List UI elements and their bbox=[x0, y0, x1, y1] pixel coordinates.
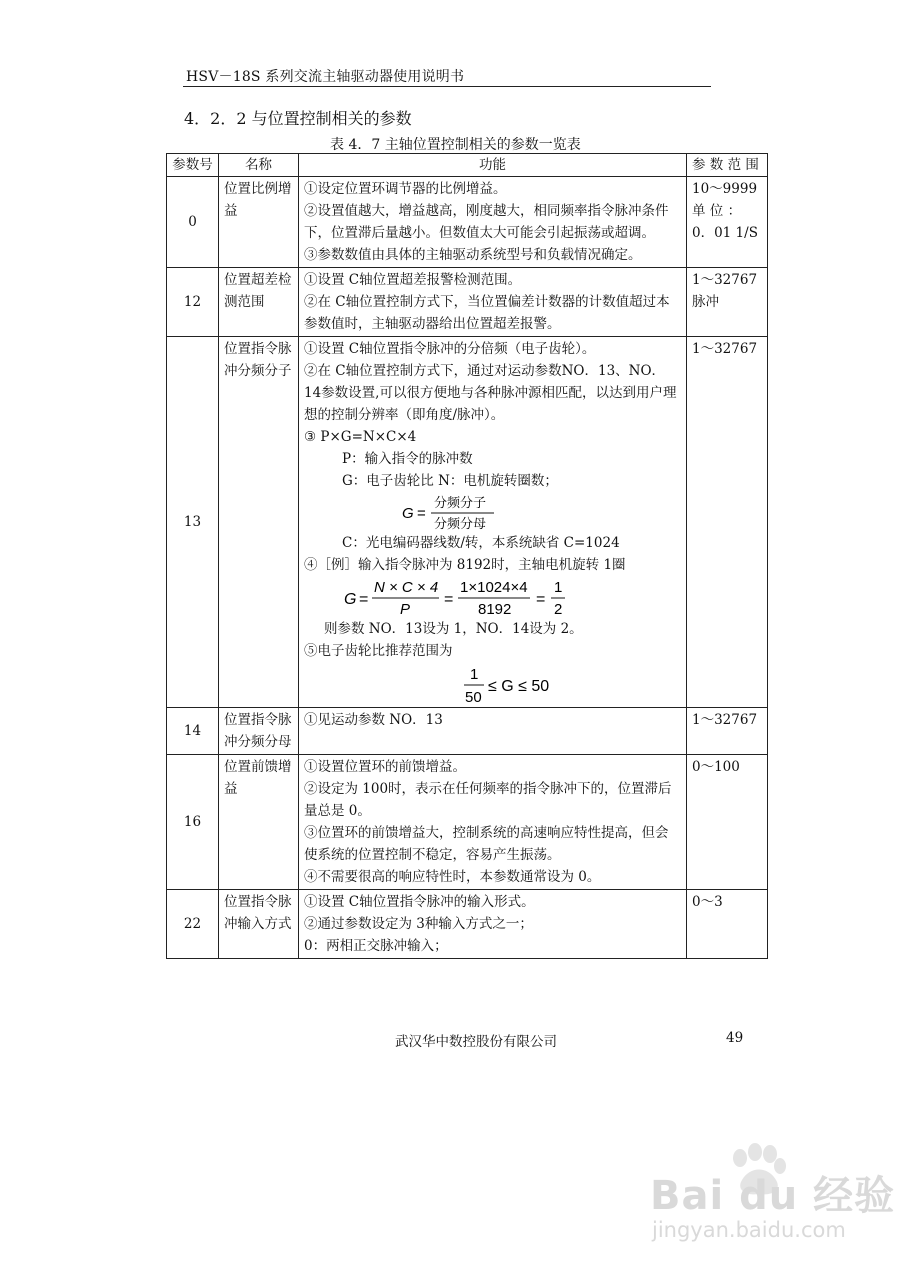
param-range bbox=[687, 890, 768, 959]
table-caption: 表 4．7 主轴位置控制相关的参数一览表 bbox=[330, 137, 581, 153]
formula-text: 分频分母 bbox=[434, 517, 487, 532]
param-function bbox=[299, 268, 687, 337]
function-line: ③ P×G=N×C×4 bbox=[304, 429, 417, 445]
formula-text: 1 bbox=[470, 666, 479, 683]
param-name: 位置前馈增益 bbox=[219, 755, 299, 890]
function-line: ②通过参数设定为 3种输入方式之一； bbox=[304, 916, 533, 932]
formula-text: P bbox=[400, 601, 411, 618]
range-value: 0～100 bbox=[692, 759, 740, 775]
function-line: ⑤电子齿轮比推荐范围为 bbox=[304, 643, 453, 659]
param-function bbox=[299, 755, 687, 890]
header-name: 名称 bbox=[219, 154, 299, 177]
param-function bbox=[299, 890, 687, 959]
parameter-table bbox=[166, 153, 768, 959]
function-line: ③参数数值由具体的主轴驱动系统型号和负载情况确定。 bbox=[304, 247, 642, 263]
range-value: 1～32767 bbox=[692, 712, 758, 728]
param-no: 13 bbox=[167, 337, 219, 708]
param-no: 0 bbox=[167, 177, 219, 268]
function-line: C：光电编码器线数/转，本系统缺省 C=1024 bbox=[342, 535, 620, 551]
param-no: 12 bbox=[167, 268, 219, 337]
header-no: 参数号 bbox=[167, 154, 219, 177]
range-unit: 脉冲 bbox=[692, 294, 719, 310]
formula-text: 8192 bbox=[478, 601, 512, 618]
formula-example bbox=[304, 576, 681, 618]
table-row bbox=[167, 890, 768, 959]
section-title: 4．2．2 与位置控制相关的参数 bbox=[184, 109, 412, 128]
function-line: ②在 C轴位置控制方式下，通过对运动参数NO．13、NO．14参数设置,可以很方便地与各种脉冲源相匹配，以达到用户理想的控制分辨率（即角度/脉冲）。 bbox=[304, 363, 677, 423]
table-header-row bbox=[167, 154, 768, 177]
table-row bbox=[167, 337, 768, 708]
param-function bbox=[299, 177, 687, 268]
function-line: ①设置位置环的前馈增益。 bbox=[304, 759, 466, 775]
param-range bbox=[687, 268, 768, 337]
formula-text: 分频分子 bbox=[434, 496, 487, 511]
formula-text: = bbox=[444, 591, 454, 608]
table-row bbox=[167, 177, 768, 268]
function-line: ④［例］输入指令脉冲为 8192时，主轴电机旋转 1圈 bbox=[304, 557, 626, 573]
header-function: 功能 bbox=[299, 154, 687, 177]
param-name: 位置指令脉冲分频分子 bbox=[219, 337, 299, 708]
function-line: 0：两相正交脉冲输入； bbox=[304, 938, 448, 954]
formula-text: = bbox=[536, 591, 546, 608]
formula-text: = bbox=[417, 505, 426, 522]
formula-text: = bbox=[359, 591, 369, 608]
formula-text: 1 bbox=[554, 579, 563, 596]
param-name: 位置指令脉冲分频分母 bbox=[219, 708, 299, 755]
function-line: ①设置 C轴位置超差报警检测范围。 bbox=[304, 272, 522, 288]
page-number: 49 bbox=[726, 1030, 744, 1046]
function-line: ①设定位置环调节器的比例增益。 bbox=[304, 181, 507, 197]
function-line: ①设置 C轴位置指令脉冲的分倍频（电子齿轮）。 bbox=[304, 341, 596, 357]
param-name: 位置比例增益 bbox=[219, 177, 299, 268]
formula-text: 2 bbox=[554, 601, 563, 618]
watermark-brand: Bai du 经验 bbox=[650, 1173, 896, 1219]
function-line: G：电子齿轮比 N：电机旋转圈数； bbox=[342, 473, 558, 489]
header-rule bbox=[183, 86, 711, 87]
range-value: 1～32767 bbox=[692, 341, 758, 357]
function-line: ①见运动参数 NO．13 bbox=[304, 712, 443, 728]
param-range bbox=[687, 708, 768, 755]
param-no: 14 bbox=[167, 708, 219, 755]
param-no: 16 bbox=[167, 755, 219, 890]
function-line: ①设置 C轴位置指令脉冲的输入形式。 bbox=[304, 894, 535, 910]
range-value: 10～9999 bbox=[692, 181, 758, 197]
param-no: 22 bbox=[167, 890, 219, 959]
function-line: ②设置值越大，增益越高，刚度越大，相同频率指令脉冲条件下，位置滞后量越小。但数值太大可能会引起振荡或超调。 bbox=[304, 203, 669, 241]
function-line: ②在 C轴位置控制方式下，当位置偏差计数器的计数值超过本参数值时，主轴驱动器给出位置超差报警。 bbox=[304, 294, 670, 332]
header-range: 参 数 范 围 bbox=[687, 154, 768, 177]
formula-text: G bbox=[344, 591, 357, 608]
param-name: 位置超差检测范围 bbox=[219, 268, 299, 337]
function-line: 则参数 NO．13设为 1，NO．14设为 2。 bbox=[324, 621, 583, 637]
param-range bbox=[687, 755, 768, 890]
function-line: ④不需要很高的响应特性时，本参数通常设为 0。 bbox=[304, 869, 601, 885]
param-name: 位置指令脉冲输入方式 bbox=[219, 890, 299, 959]
param-range bbox=[687, 337, 768, 708]
range-value: 0～3 bbox=[692, 894, 723, 910]
function-line: ②设定为 100时，表示在任何频率的指令脉冲下的，位置滞后量总是 0。 bbox=[304, 781, 672, 819]
formula-gear-ratio bbox=[304, 492, 681, 532]
document-header: HSV－18S 系列交流主轴驱动器使用说明书 bbox=[186, 69, 465, 85]
param-function bbox=[299, 708, 687, 755]
range-unit: 单 位 ： 0．01 1/S bbox=[692, 203, 758, 241]
param-range bbox=[687, 177, 768, 268]
formula-recommended-range bbox=[304, 662, 681, 706]
formula-text: G bbox=[402, 505, 414, 522]
table-row bbox=[167, 708, 768, 755]
formula-text: N × C × 4 bbox=[374, 579, 439, 596]
function-line: P：输入指令的脉冲数 bbox=[342, 451, 473, 467]
formula-text: 1×1024×4 bbox=[460, 579, 528, 596]
watermark-url: jingyan.baidu.com bbox=[652, 1218, 846, 1242]
formula-text: ≤ G ≤ 50 bbox=[488, 678, 550, 695]
function-line: ③位置环的前馈增益大，控制系统的高速响应特性提高，但会使系统的位置控制不稳定，容易产生振荡。 bbox=[304, 825, 669, 863]
table-row bbox=[167, 268, 768, 337]
footer-company: 武汉华中数控股份有限公司 bbox=[395, 1034, 557, 1050]
table-row bbox=[167, 755, 768, 890]
range-value: 1～32767 bbox=[692, 272, 758, 288]
formula-text: 50 bbox=[465, 689, 482, 706]
param-function bbox=[299, 337, 687, 708]
